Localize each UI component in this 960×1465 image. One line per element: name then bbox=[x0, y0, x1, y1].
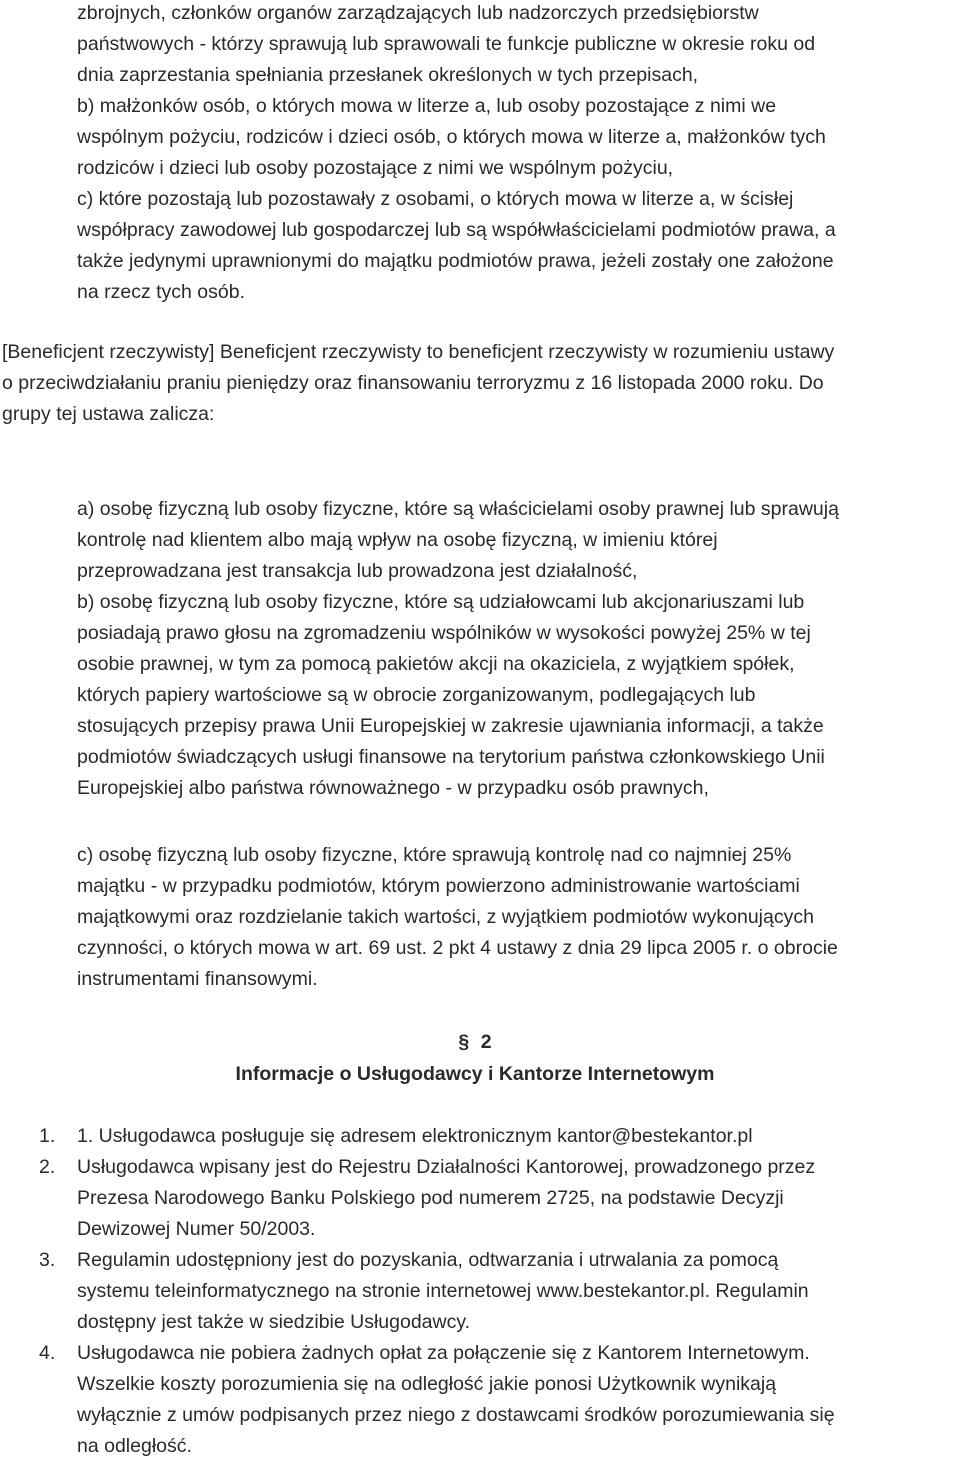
text-line: także jedynymi uprawnionymi do majątku podmiotów prawa, jeżeli zostały one założone bbox=[77, 250, 834, 272]
text-line: instrumentami finansowymi. bbox=[77, 968, 318, 990]
text-line: majątkowymi oraz rozdzielanie takich wartości, z wyjątkiem podmiotów wykonujących bbox=[77, 906, 814, 928]
text-line: Regulamin udostępniony jest do pozyskania, odtwarzania i utrwalania za pomocą bbox=[77, 1249, 779, 1271]
text-line: Usługodawca wpisany jest do Rejestru Działalności Kantorowej, prowadzonego przez bbox=[77, 1156, 816, 1178]
text-line: [Beneficjent rzeczywisty] Beneficjent rzeczywisty to beneficjent rzeczywisty w rozumieniu ustawy bbox=[2, 341, 835, 363]
text-line: c) osobę fizyczną lub osoby fizyczne, które sprawują kontrolę nad co najmniej 25% bbox=[77, 844, 792, 866]
text-line: kontrolę nad klientem albo mają wpływ na osobę fizyczną, w imieniu której bbox=[77, 529, 718, 551]
text-line: Europejskiej albo państwa równoważnego - w przypadku osób prawnych, bbox=[77, 777, 709, 799]
text-line: państwowych - którzy sprawują lub sprawowali te funkcje publiczne w okresie roku od bbox=[77, 33, 816, 55]
list-item-number: 3. bbox=[39, 1249, 56, 1271]
list-item-number: 1. bbox=[39, 1125, 56, 1147]
text-line: 1. Usługodawca posługuje się adresem elektronicznym kantor@bestekantor.pl bbox=[77, 1125, 753, 1147]
text-line: podmiotów świadczących usługi finansowe na terytorium państwa członkowskiego Unii bbox=[77, 746, 825, 768]
text-line: c) które pozostają lub pozostawały z osobami, o których mowa w literze a, w ścisłej bbox=[77, 188, 794, 210]
list-item bbox=[0, 1121, 960, 1152]
text-line: współpracy zawodowej lub gospodarczej lub są współwłaścicielami podmiotów prawa, a bbox=[77, 219, 836, 241]
text-line: których papiery wartościowe są w obrocie zorganizowanym, podlegających lub bbox=[77, 684, 756, 706]
text-line: rodziców i dzieci lub osoby pozostające z nimi we wspólnym pożyciu, bbox=[77, 157, 674, 179]
text-line: o przeciwdziałaniu praniu pieniędzy oraz finansowaniu terroryzmu z 16 listopada 2000 roku. Do bbox=[2, 372, 824, 394]
items-a-b bbox=[0, 494, 960, 804]
text-line: stosujących przepisy prawa Unii Europejskiej w zakresie ujawniania informacji, a także bbox=[77, 715, 824, 737]
text-line: posiadają prawo głosu na zgromadzeniu wspólników w wysokości powyżej 25% w tej bbox=[77, 622, 811, 644]
text-line: b) osobę fizyczną lub osoby fizyczne, które są udziałowcami lub akcjonariuszami lub bbox=[77, 591, 805, 613]
text-line: Dewizowej Numer 50/2003. bbox=[77, 1218, 316, 1240]
top-paragraph bbox=[0, 0, 960, 308]
numbered-list bbox=[0, 1121, 960, 1462]
section-number bbox=[0, 1027, 960, 1058]
text-line: osobie prawnej, w tym za pomocą pakietów akcji na okaziciela, z wyjątkiem spółek, bbox=[77, 653, 795, 675]
text-line: Usługodawca nie pobiera żadnych opłat za połączenie się z Kantorem Internetowym. bbox=[77, 1342, 810, 1364]
text-line: przeprowadzana jest transakcja lub prowadzona jest działalność, bbox=[77, 560, 638, 582]
section-number-value: 2 bbox=[480, 1031, 492, 1053]
text-line: dostępny jest także w siedzibie Usługodawcy. bbox=[77, 1311, 471, 1333]
list-item-number: 4. bbox=[39, 1342, 56, 1364]
section-sign: § bbox=[458, 1031, 470, 1053]
text-line: a) osobę fizyczną lub osoby fizyczne, które są właścicielami osoby prawnej lub sprawują bbox=[77, 498, 839, 520]
list-item bbox=[0, 1338, 960, 1462]
text-line: majątku - w przypadku podmiotów, którym powierzono administrowanie wartościami bbox=[77, 875, 800, 897]
text-line: systemu teleinformatycznego na stronie internetowej www.bestekantor.pl. Regulamin bbox=[77, 1280, 809, 1302]
text-line: na odległość. bbox=[77, 1435, 192, 1457]
text-line: wspólnym pożyciu, rodziców i dzieci osób, o których mowa w literze a, małżonków tych bbox=[77, 126, 826, 148]
text-line: grupy tej ustawa zalicza: bbox=[2, 403, 215, 425]
list-item bbox=[0, 1152, 960, 1245]
text-line: Wszelkie koszty porozumienia się na odległość jakie ponosi Użytkownik wynikają bbox=[77, 1373, 777, 1395]
text-line: wyłącznie z umów podpisanych przez niego z dostawcami środków porozumiewania się bbox=[77, 1404, 835, 1426]
text-line: Prezesa Narodowego Banku Polskiego pod numerem 2725, na podstawie Decyzji bbox=[77, 1187, 784, 1209]
text-line: zbrojnych, członków organów zarządzających lub nadzorczych przedsiębiorstw bbox=[77, 2, 759, 24]
list-item bbox=[0, 1245, 960, 1338]
list-item-number: 2. bbox=[39, 1156, 56, 1178]
text-line: dnia zaprzestania spełniania przesłanek określonych w tych przepisach, bbox=[77, 64, 699, 86]
text-line: na rzecz tych osób. bbox=[77, 281, 245, 303]
beneficjent-paragraph bbox=[0, 337, 960, 430]
section-title: Informacje o Usługodawcy i Kantorze Internetowym bbox=[235, 1063, 715, 1085]
item-c bbox=[0, 840, 960, 995]
text-line: b) małżonków osób, o których mowa w literze a, lub osoby pozostające z nimi we bbox=[77, 95, 777, 117]
text-line: czynności, o których mowa w art. 69 ust. 2 pkt 4 ustawy z dnia 29 lipca 2005 r. o obrocie bbox=[77, 937, 838, 959]
